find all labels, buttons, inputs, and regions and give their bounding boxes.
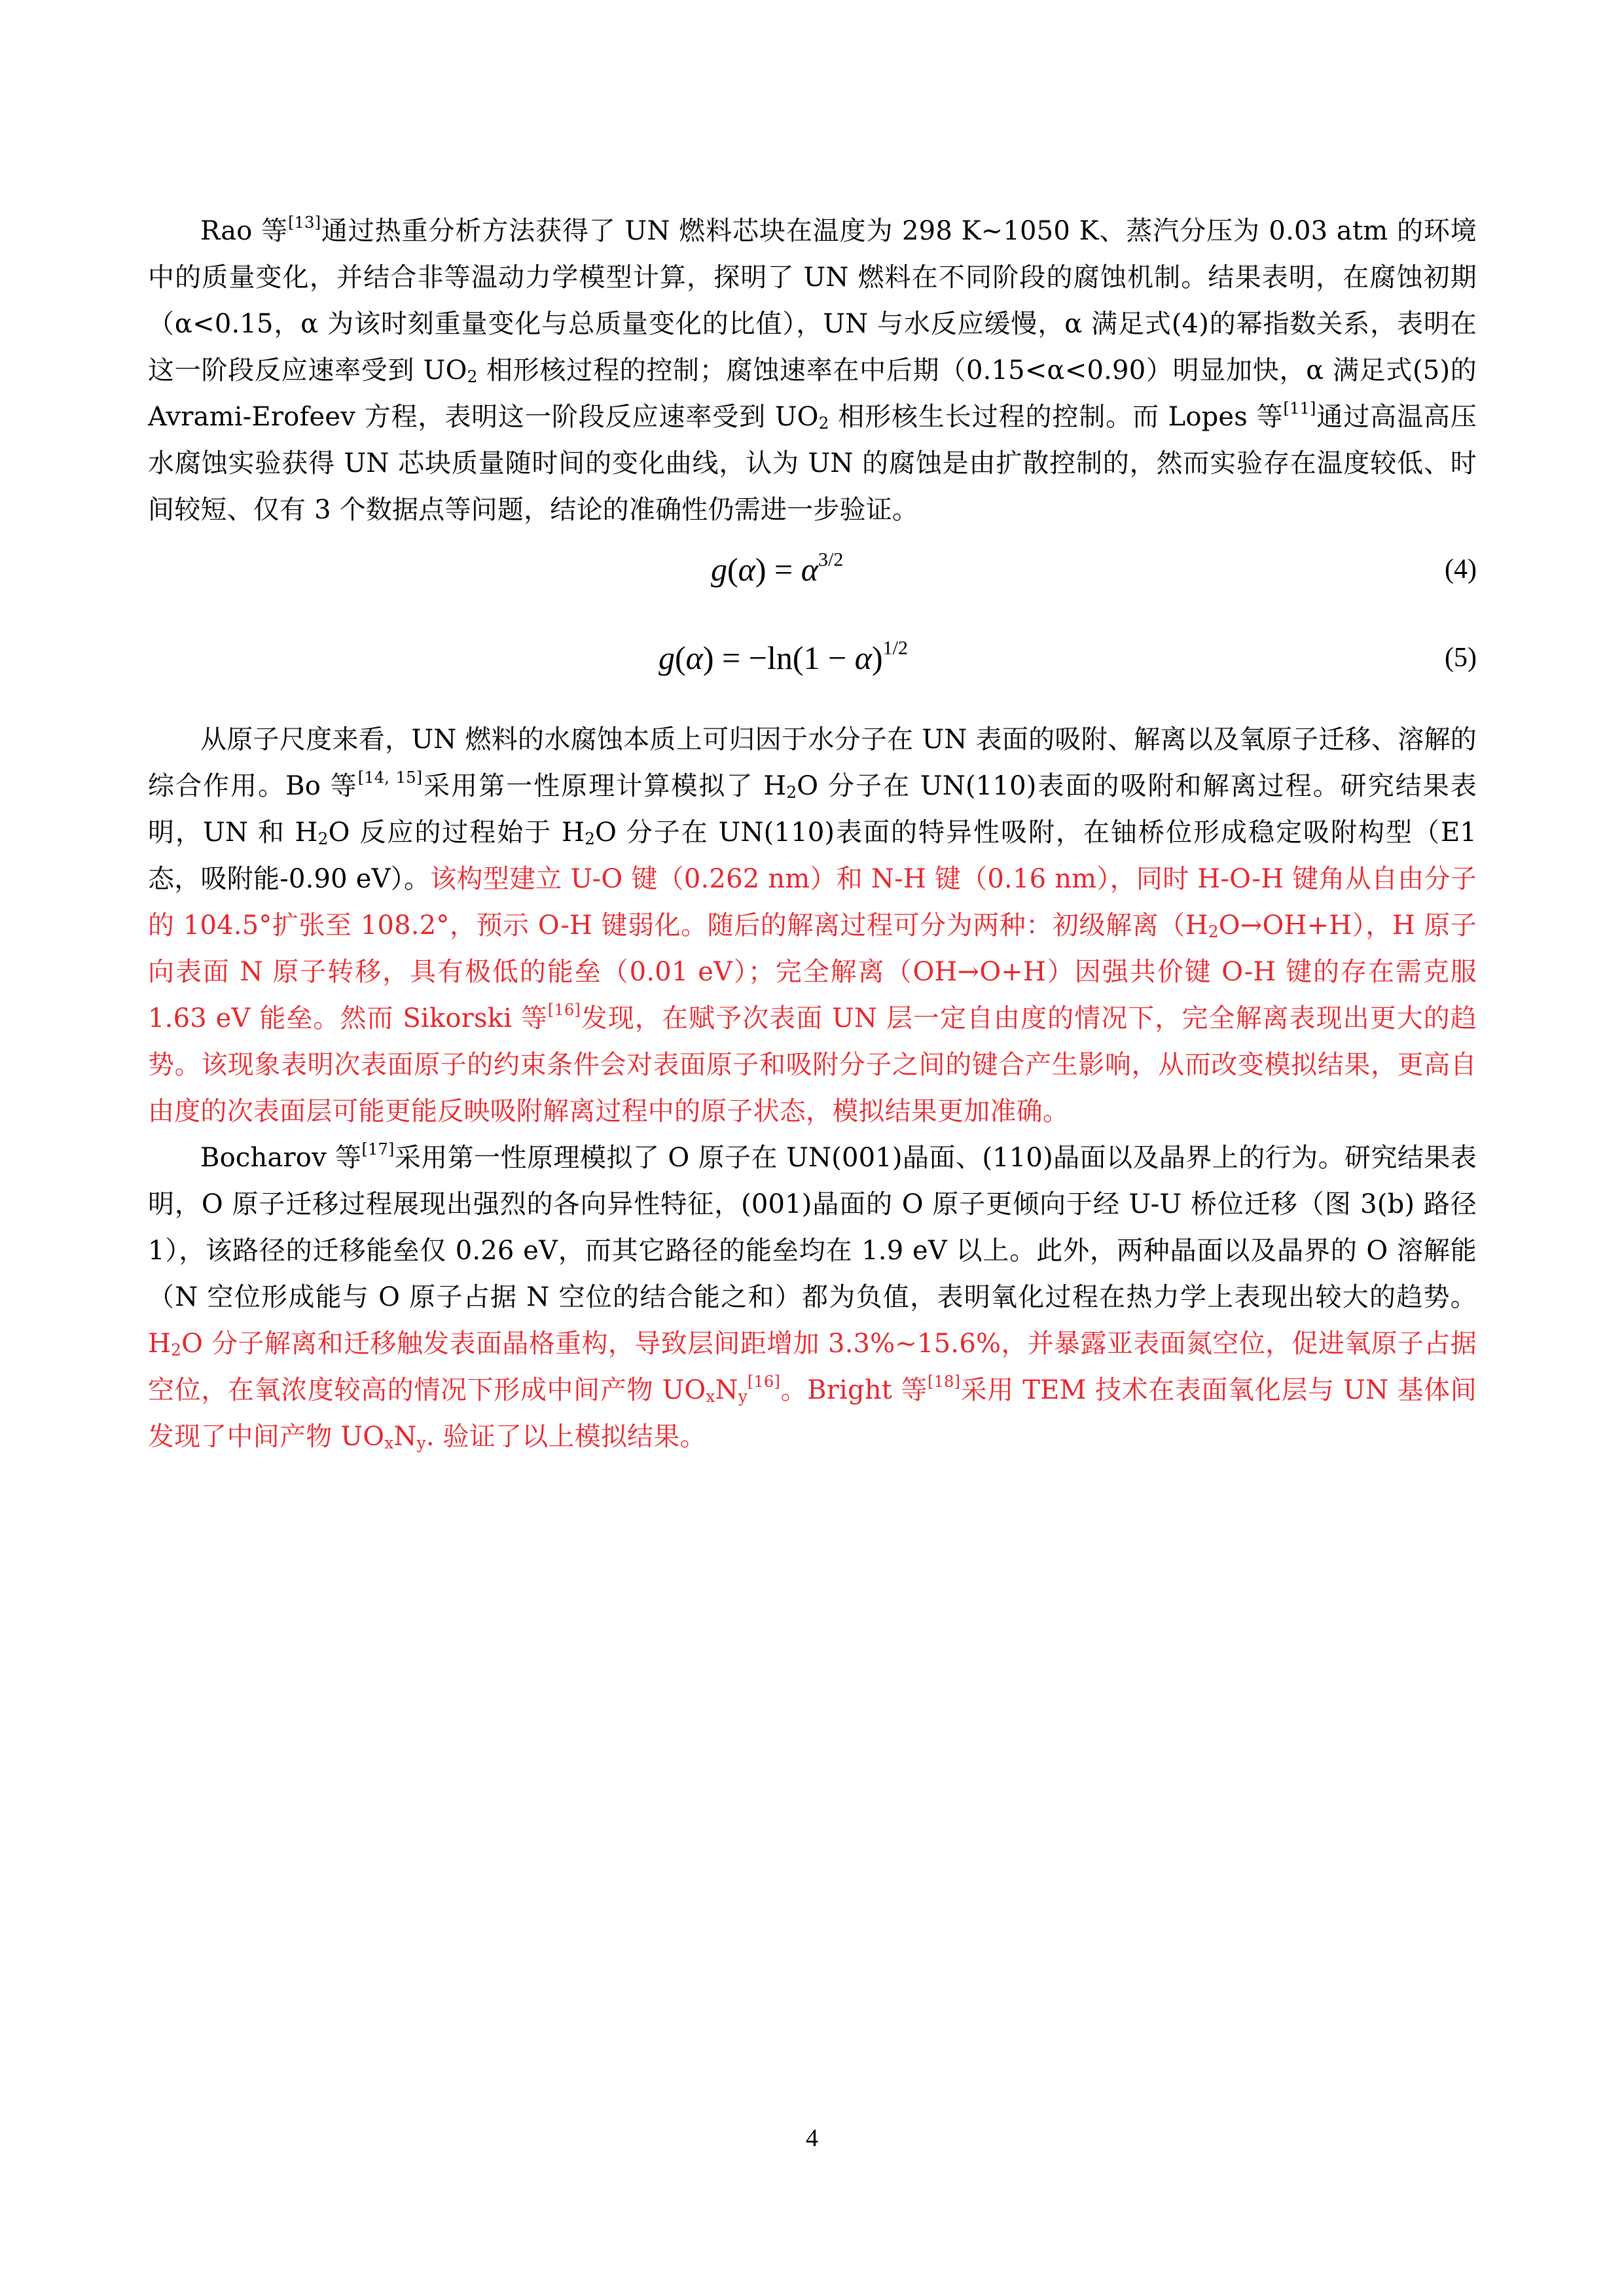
- text-run: 。Bright 等: [780, 1375, 928, 1405]
- equation-5: $g(\alpha) = -\ln(1 - \alpha)^{1/2}$: [659, 637, 908, 676]
- citation-ref: [11]: [1283, 399, 1316, 418]
- subscript: 2: [467, 367, 478, 386]
- paragraph-3: [148, 1135, 1477, 1460]
- equation-4-row: [148, 533, 1477, 622]
- text-run: H: [148, 1329, 171, 1359]
- equation-4-exponent: 3/2: [818, 548, 844, 571]
- citation-ref: [13]: [288, 213, 321, 232]
- citation-ref: [17]: [361, 1140, 395, 1158]
- text-run: . 验证了以上模拟结果。: [425, 1422, 706, 1452]
- subscript: 2: [1208, 922, 1219, 941]
- text-run: 采用 TEM 技术在表面氧化层与 UN 基体间发现了中间产物 UO: [148, 1375, 1477, 1452]
- equation-5-row: [148, 622, 1477, 710]
- text-run: 相形核过程的控制；腐蚀速率在中后期（0.15<α<0.90）明显加快，α 满足式(5)的 Avrami-Erofeev 方程，表明这一阶段反应速率受到 UO: [148, 355, 1477, 432]
- subscript: x: [706, 1386, 715, 1406]
- text-run: 从原子尺度来看，UN 燃料的水腐蚀本质上可归因于水分子在 UN 表面的吸附、解离以及氧原子迁移、溶解的综合作用。Bo 等: [148, 725, 1477, 801]
- citation-ref: [16]: [547, 1001, 581, 1019]
- subscript: 2: [171, 1340, 182, 1359]
- subscript: 2: [585, 829, 596, 848]
- text-run: Bocharov 等: [200, 1143, 362, 1173]
- text-run: O→OH+H），H 原子向表面 N 原子转移，具有极低的能垒（0.01 eV）；完全解离（OH→O+H）因强共价键 O-H 键的存在需克服 1.63 eV 能垒。然而 Sikorski 等: [148, 910, 1477, 1033]
- text-run: 通过热重分析方法获得了 UN 燃料芯块在温度为 298 K~1050 K、蒸汽分压为 0.03 atm 的环境中的质量变化，并结合非等温动力学模型计算，探明了 UN 燃料在不同阶段的腐蚀机制。结果表明，在腐蚀初期（α<0.15，α 为该时刻重量变化与总质量变化的比值），UN 与水反应缓慢，α 满足式(4)的幂指数关系，表明在这一阶段反应速率受到 UO: [148, 216, 1477, 386]
- page-content: [148, 208, 1477, 1460]
- text-run: 该构型建立 U-O 键（0.262 nm）和 N-H 键（0.16 nm），同时 H-O-H 键角从自由分子的 104.5°扩张至 108.2°，预示 O-H 键弱化。随后的解离过程可分为两种：初级解离（H: [148, 864, 1477, 941]
- text-run: Rao 等: [200, 216, 289, 246]
- citation-ref: [18]: [928, 1372, 961, 1391]
- equation-4-number: (4): [1445, 554, 1477, 584]
- equation-5-exponent: 1/2: [882, 637, 908, 659]
- text-run: O 分子在 UN(110)表面的特异性吸附，在铀桥位形成稳定吸附构型（E1 态，吸附能-0.90 eV）。: [148, 817, 1477, 894]
- citation-ref: [14, 15]: [357, 768, 423, 787]
- text-run: N: [393, 1422, 417, 1452]
- text-run: 采用第一性原理模拟了 O 原子在 UN(001)晶面、(110)晶面以及晶界上的行为。研究结果表明，O 原子迁移过程展现出强烈的各向异性特征，(001)晶面的 O 原子更倾向于经 U-U 桥位迁移（图 3(b) 路径 1），该路径的迁移能垒仅 0.26 eV，而其它路径的能垒均在 1.9 eV 以上。此外，两种晶面以及晶界的 O 溶解能（N 空位形成能与 O 原子占据 N 空位的结合能之和）都为负值，表明氧化过程在热力学上表现出较大的趋势。: [148, 1143, 1477, 1312]
- subscript: 2: [818, 413, 829, 433]
- equation-5-number: (5): [1445, 643, 1477, 673]
- text-run: 采用第一性原理计算模拟了 H: [422, 771, 787, 801]
- subscript: 2: [786, 782, 797, 802]
- subscript: y: [416, 1433, 426, 1452]
- subscript: 2: [317, 829, 329, 848]
- text-run: 发现，在赋予次表面 UN 层一定自由度的情况下，完全解离表现出更大的趋势。该现象表明次表面原子的约束条件会对表面原子和吸附分子之间的键合产生影响，从而改变模拟结果，更高自由度的次表面层可能更能反映吸附解离过程中的原子状态，模拟结果更加准确。: [148, 1003, 1477, 1126]
- text-run: 相形核生长过程的控制。而 Lopes 等: [829, 402, 1284, 432]
- text-run: N: [715, 1375, 738, 1405]
- citation-ref: [16]: [747, 1372, 781, 1391]
- paragraph-2: [148, 717, 1477, 1135]
- text-run: O 反应的过程始于 H: [328, 817, 585, 848]
- equation-4: $g(\alpha) = \alpha^{3/2}$: [711, 548, 844, 588]
- subscript: x: [384, 1433, 394, 1452]
- text-run: 通过高温高压水腐蚀实验获得 UN 芯块质量随时间的变化曲线，认为 UN 的腐蚀是由扩散控制的，然而实验存在温度较低、时间较短、仅有 3 个数据点等问题，结论的准确性仍需进一步验证。: [148, 402, 1477, 525]
- text-run: O 分子在 UN(110)表面的吸附和解离过程。研究结果表明，UN 和 H: [148, 771, 1477, 848]
- paragraph-1: [148, 208, 1477, 533]
- text-run: O 分子解离和迁移触发表面晶格重构，导致层间距增加 3.3%~15.6%，并暴露亚表面氮空位，促进氧原子占据空位，在氧浓度较高的情况下形成中间产物 UO: [148, 1329, 1477, 1405]
- subscript: y: [738, 1386, 748, 1406]
- page-number: 4: [806, 2125, 818, 2152]
